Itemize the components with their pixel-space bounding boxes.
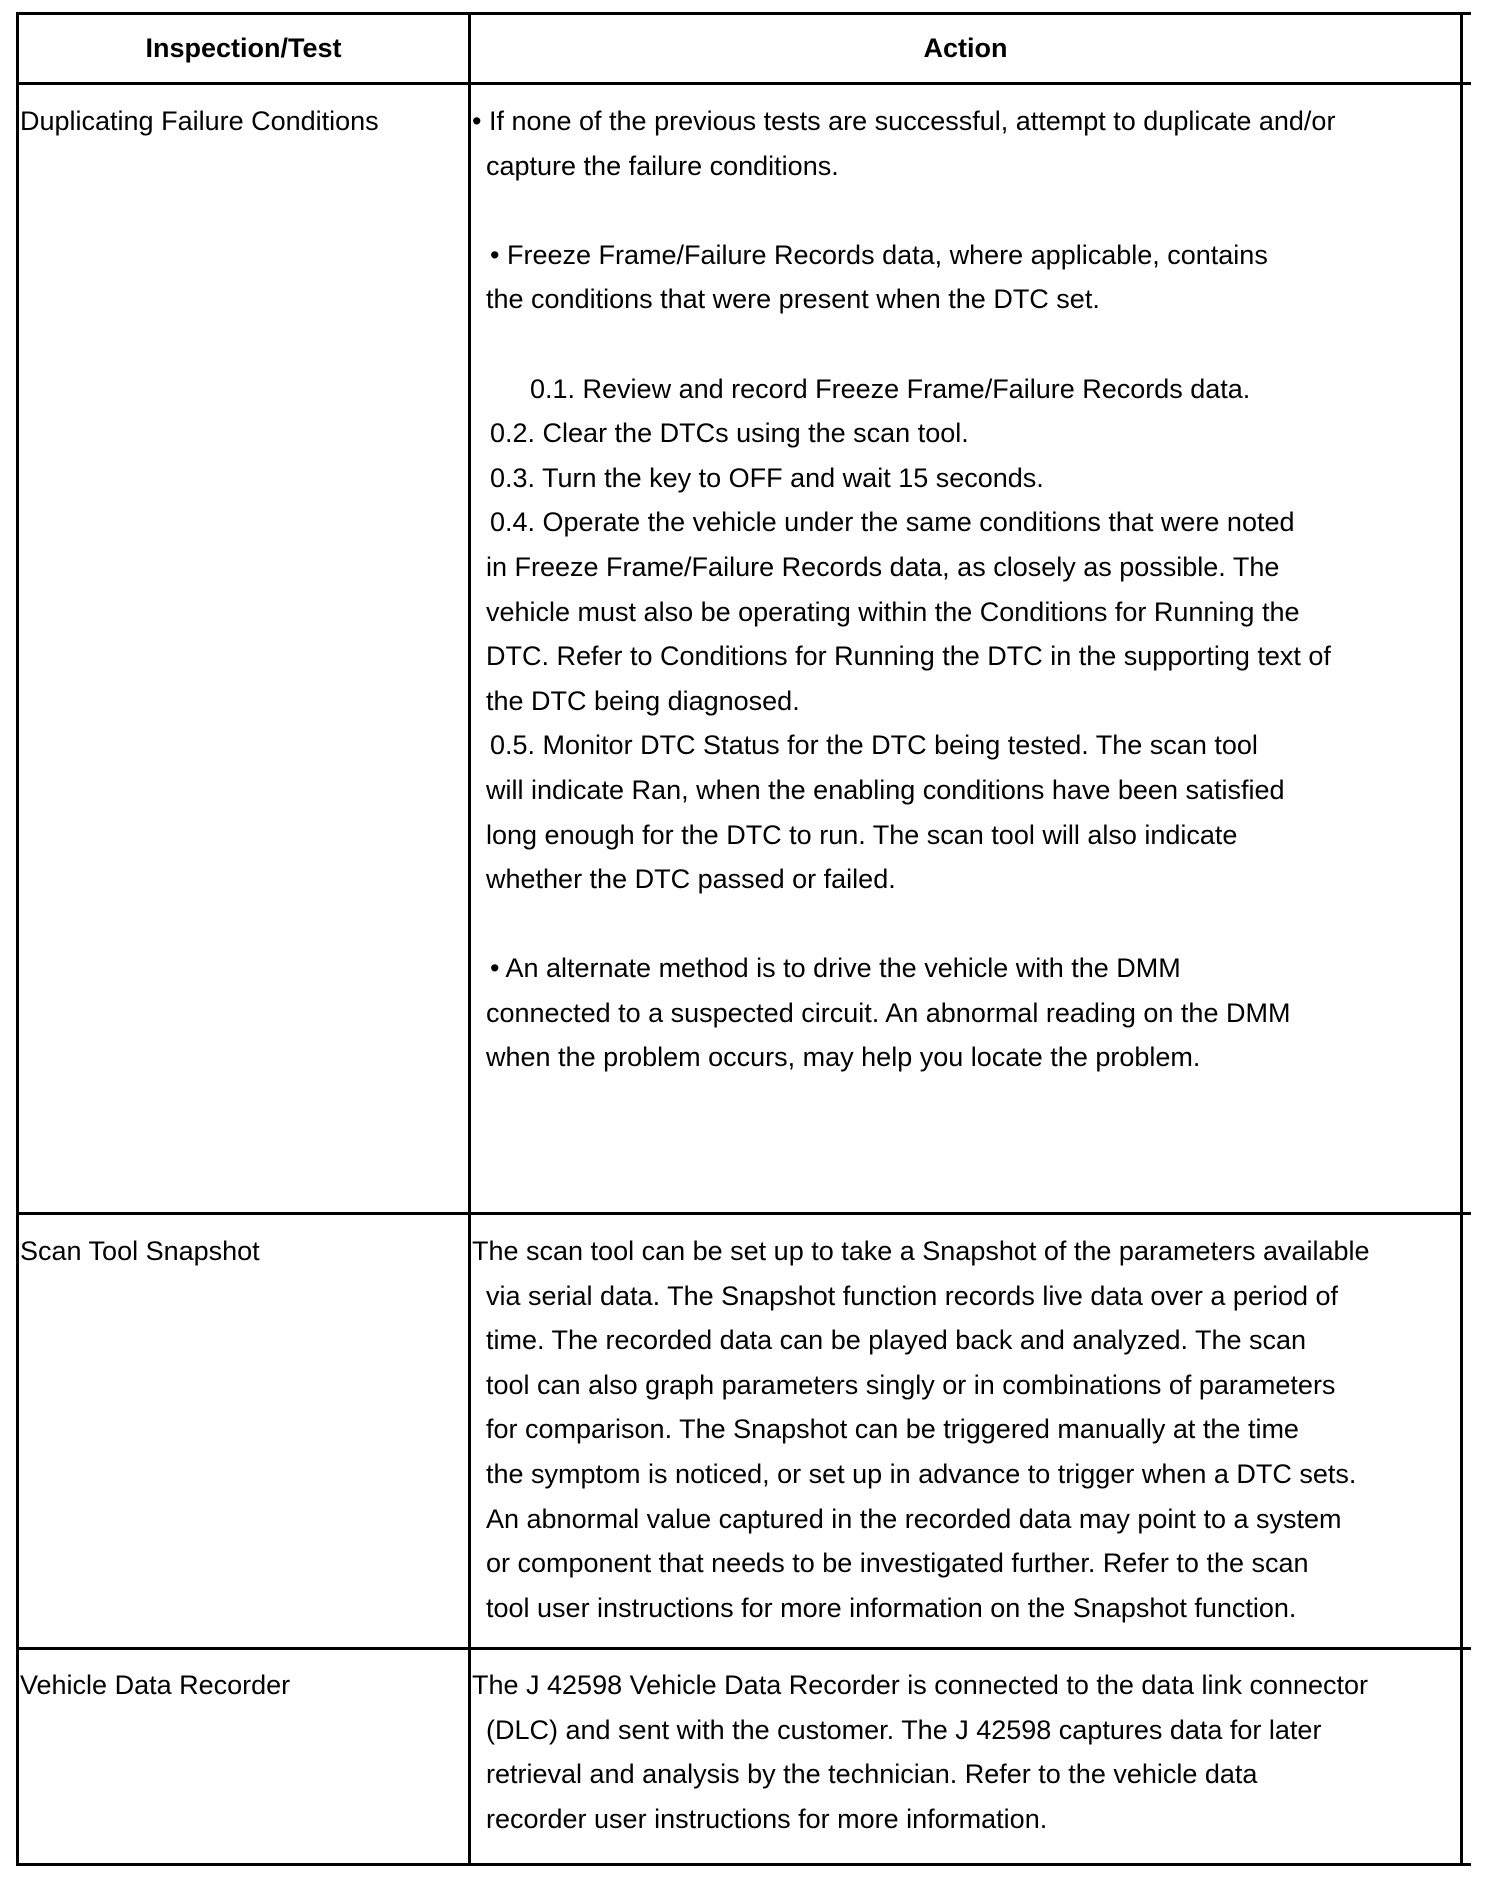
action-line: vehicle must also be operating within the Conditions for Running the	[486, 596, 1300, 627]
action-line: the DTC being diagnosed.	[486, 685, 800, 716]
header-bottom-border	[16, 82, 1471, 85]
action-line: An abnormal value captured in the recorded data may point to a system	[486, 1503, 1342, 1534]
action-cell-duplicating	[472, 99, 1335, 1080]
action-line: 0.4. Operate the vehicle under the same conditions that were noted	[490, 507, 1295, 538]
header-inspection-test: Inspection/Test	[145, 32, 342, 63]
action-line: long enough for the DTC to run. The scan tool will also indicate	[486, 819, 1238, 850]
row-label-vehicle-data-recorder: Vehicle Data Recorder	[20, 1670, 291, 1700]
column-divider	[468, 12, 471, 1866]
action-line	[472, 322, 1335, 367]
action-line: connected to a suspected circuit. An abnormal reading on the DMM	[486, 997, 1291, 1028]
action-line: 0.1. Review and record Freeze Frame/Failure Records data.	[530, 373, 1251, 404]
action-line: or component that needs to be investigated further. Refer to the scan	[486, 1548, 1309, 1579]
action-line: • An alternate method is to drive the vehicle with the DMM	[490, 953, 1181, 984]
action-line: • If none of the previous tests are successful, attempt to duplicate and/or	[472, 106, 1336, 136]
action-line: when the problem occurs, may help you locate the problem.	[486, 1042, 1201, 1073]
action-line: DTC. Refer to Conditions for Running the DTC in the supporting text of	[486, 641, 1331, 672]
action-line: time. The recorded data can be played back and analyzed. The scan	[486, 1325, 1307, 1356]
action-line: The J 42598 Vehicle Data Recorder is connected to the data link connector	[472, 1670, 1369, 1700]
row-label-scan-tool-snapshot: Scan Tool Snapshot	[20, 1236, 260, 1266]
action-line: whether the DTC passed or failed.	[486, 864, 896, 895]
action-line: in Freeze Frame/Failure Records data, as closely as possible. The	[486, 551, 1280, 582]
action-line	[472, 902, 1335, 947]
action-line: (DLC) and sent with the customer. The J 42598 captures data for later	[486, 1714, 1322, 1745]
action-line: will indicate Ran, when the enabling conditions have been satisfied	[486, 774, 1285, 805]
row-label-duplicating-failure-conditions: Duplicating Failure Conditions	[20, 106, 379, 136]
action-line: retrieval and analysis by the technician. Refer to the vehicle data	[486, 1759, 1258, 1790]
action-line: tool can also graph parameters singly or in combinations of parameters	[486, 1369, 1336, 1400]
action-line: tool user instructions for more information on the Snapshot function.	[486, 1592, 1297, 1623]
action-line: recorder user instructions for more information.	[486, 1803, 1048, 1834]
action-line: 0.5. Monitor DTC Status for the DTC being tested. The scan tool	[490, 730, 1258, 761]
table-left-border	[16, 12, 19, 1866]
table-bottom-border	[16, 1863, 1471, 1866]
action-line: the symptom is noticed, or set up in advance to trigger when a DTC sets.	[486, 1458, 1357, 1489]
action-cell-vehicle-data-recorder	[472, 1663, 1368, 1841]
action-line: The scan tool can be set up to take a Snapshot of the parameters available	[472, 1236, 1370, 1266]
table-right-border	[1460, 12, 1463, 1866]
action-cell-scan-tool-snapshot	[472, 1229, 1370, 1630]
action-line: via serial data. The Snapshot function records live data over a period of	[486, 1280, 1339, 1311]
action-line: for comparison. The Snapshot can be triggered manually at the time	[486, 1414, 1299, 1445]
row2-bottom-border	[16, 1647, 1471, 1650]
header-action: Action	[923, 32, 1008, 63]
action-line: capture the failure conditions.	[486, 150, 839, 181]
action-line: • Freeze Frame/Failure Records data, where applicable, contains	[490, 239, 1268, 270]
action-line	[472, 188, 1335, 233]
row1-bottom-border	[16, 1212, 1471, 1215]
action-line: the conditions that were present when the DTC set.	[486, 284, 1100, 315]
action-line: 0.2. Clear the DTCs using the scan tool.	[490, 418, 969, 449]
action-line: 0.3. Turn the key to OFF and wait 15 seconds.	[490, 462, 1044, 493]
